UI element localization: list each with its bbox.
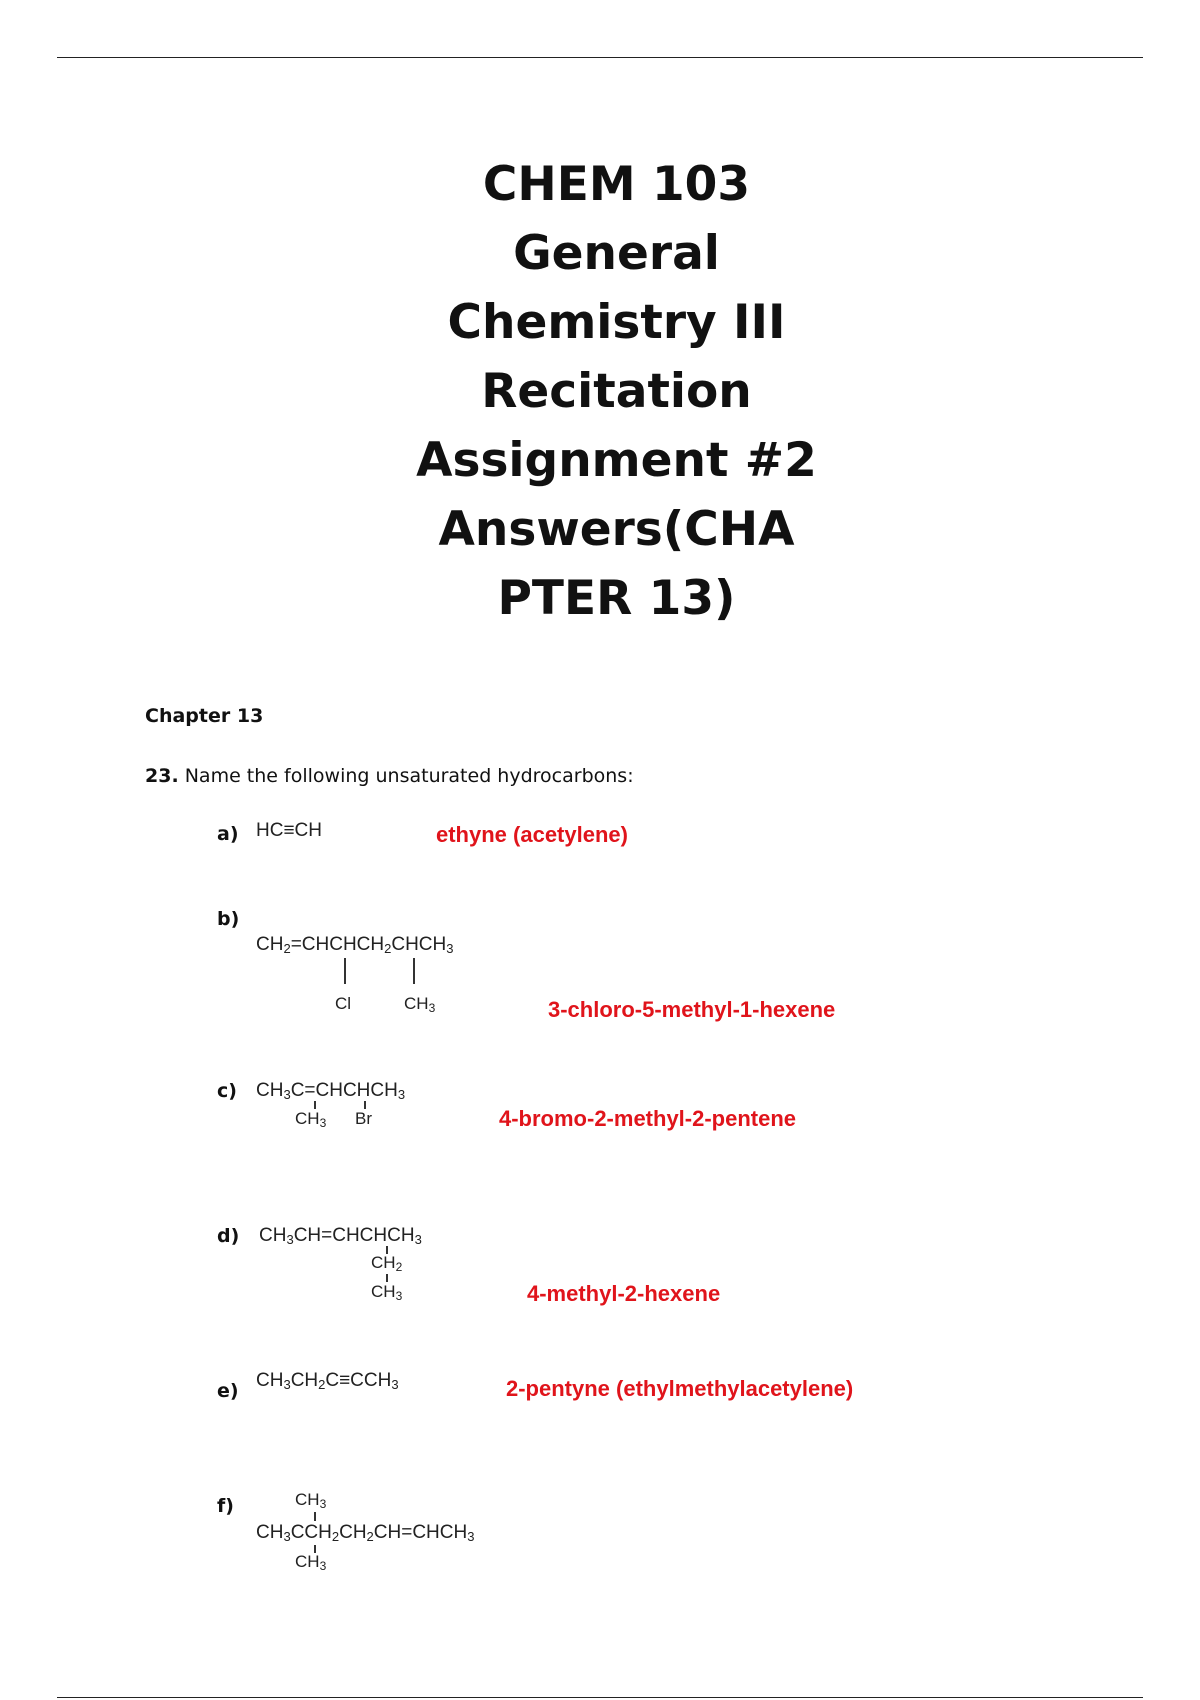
item-b-bond-2 — [413, 958, 415, 984]
bottom-rule — [57, 1697, 1143, 1698]
item-f-branch-top-ch3: $CH_3$ — [295, 1490, 327, 1511]
item-d-branch-ch2: $CH_2$ — [371, 1253, 403, 1274]
item-f-bond-top — [314, 1512, 316, 1521]
item-c-branch-br: Br — [355, 1109, 372, 1128]
question-text: Name the following unsaturated hydrocarbons: — [184, 765, 634, 787]
title-line: PTER 13) — [497, 571, 736, 626]
question-number: 23. — [145, 765, 179, 787]
item-f-branch-bottom-ch3: $CH_3$ — [295, 1552, 327, 1573]
item-c-formula: $CH_3C=CHCHCH_3$ — [256, 1080, 406, 1102]
item-d-formula: $CH_3CH=CHCHCH_3$ — [259, 1225, 422, 1247]
item-b-formula: $CH_2=CHCHCH_2CHCH_3$ — [256, 934, 454, 956]
item-c-answer: 4-bromo-2-methyl-2-pentene — [499, 1106, 797, 1131]
title-line: Recitation — [481, 364, 752, 419]
item-c-bond-1 — [314, 1101, 316, 1109]
item-c-branch-ch3: $CH_3$ — [295, 1109, 327, 1130]
document-title — [400, 150, 833, 633]
item-a-letter: a) — [217, 823, 239, 845]
item-b-answer: 3-chloro-5-methyl-1-hexene — [548, 997, 836, 1022]
top-rule — [57, 57, 1143, 58]
question-23 — [145, 765, 634, 787]
item-f-letter: f) — [217, 1495, 234, 1517]
item-d-answer: 4-methyl-2-hexene — [527, 1281, 721, 1306]
item-a-formula: HC≡CH — [256, 820, 322, 841]
item-b-bond-1 — [344, 958, 346, 984]
item-e-formula: $CH_3CH_2C\equiv CCH_3$ — [256, 1370, 399, 1392]
chapter-heading: Chapter 13 — [145, 705, 264, 727]
item-f-formula: $CH_3CCH_2CH_2CH=CHCH_3$ — [256, 1522, 475, 1544]
item-e-letter: e) — [217, 1380, 239, 1402]
title-line: CHEM 103 — [482, 157, 751, 212]
item-b-branch-ch3: $CH_3$ — [404, 994, 436, 1015]
title-line: General — [513, 226, 720, 281]
title-line: Assignment #2 — [416, 433, 817, 488]
item-a-answer: ethyne (acetylene) — [436, 822, 628, 847]
title-line: Answers(CHA — [438, 502, 795, 557]
item-d-bond-2 — [386, 1274, 388, 1282]
item-c-letter: c) — [217, 1080, 237, 1102]
item-d-letter: d) — [217, 1225, 240, 1247]
item-e-answer: 2-pentyne (ethylmethylacetylene) — [506, 1376, 854, 1401]
title-line: Chemistry III — [447, 295, 786, 350]
item-d-branch-ch3: $CH_3$ — [371, 1282, 403, 1303]
item-b-letter: b) — [217, 908, 240, 930]
item-b-branch-cl: Cl — [335, 994, 352, 1013]
item-c-bond-2 — [364, 1101, 366, 1109]
